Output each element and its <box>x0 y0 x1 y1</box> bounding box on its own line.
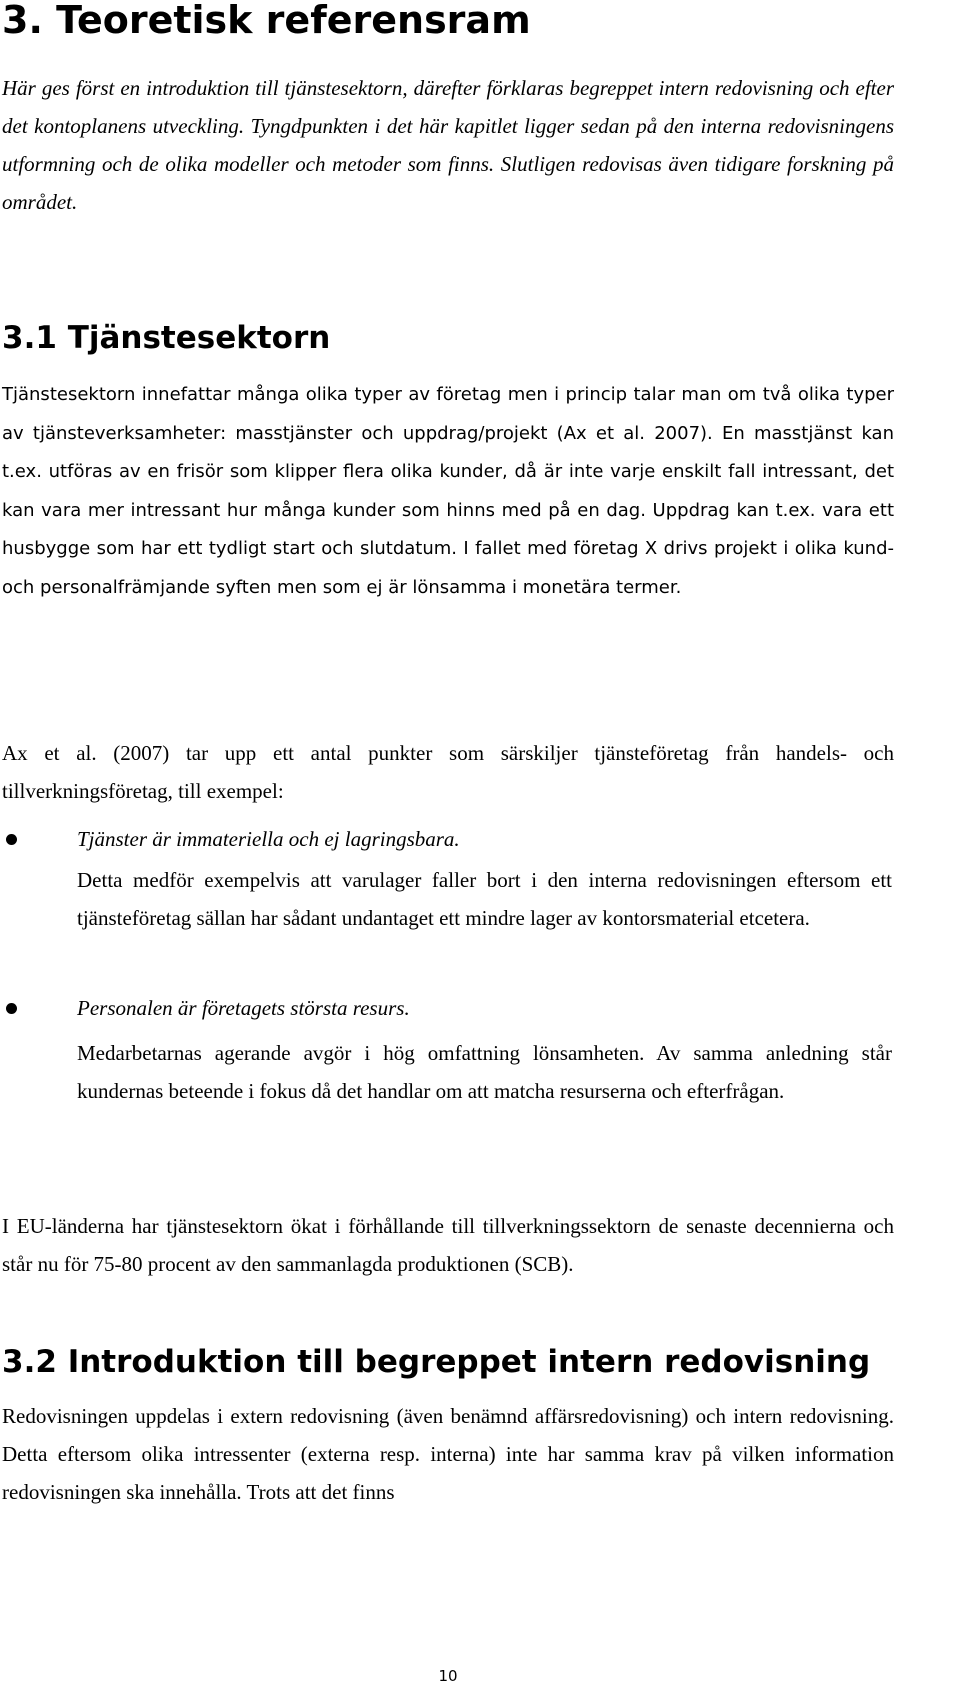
section-heading-intern-redovisning: 3.2 Introduktion till begreppet intern redovisning <box>2 1344 871 1380</box>
page-number: 10 <box>438 1667 458 1685</box>
bullet-title: Tjänster är immateriella och ej lagringsbara. <box>77 827 460 851</box>
chapter-intro: Här ges först en introduktion till tjänstesektorn, därefter förklaras begreppet intern redovisning och efter det kontoplanens utveckling. Tyngdpunkten i det här kapitlet ligger sedan på den interna redovisningens utformning och de olika modeller och metoder som finns. Slutligen redovisas även tidigare forskning på området. <box>2 76 894 214</box>
section-1-paragraph-1: Tjänstesektorn innefattar många olika typer av företag men i princip talar man om två olika typer av tjänsteverksamheter: masstjänster och uppdrag/projekt (Ax et al. 2007). En masstjänst kan t.ex. utföras av en frisör som klipper flera olika kunder, då är inte varje enskilt fall intressant, det kan vara mer intressant hur många kunder som hinns med på en dag. Uppdrag kan t.ex. vara ett husbygge som har ett tydligt start och slutdatum. I fallet med företag X drivs projekt i olika kund- och personalfrämjande syften men som ej är lönsamma i monetära termer. <box>2 384 894 598</box>
chapter-title: 3. Teoretisk referensram <box>2 0 531 42</box>
section-1-paragraph-3: I EU-länderna har tjänstesektorn ökat i förhållande till tillverkningssektorn de senaste decennierna och står nu för 75-80 procent av den sammanlagda produktionen (SCB). <box>2 1214 894 1276</box>
bullet-dot-icon <box>6 1003 17 1014</box>
section-heading-tjanstesektorn: 3.1 Tjänstesektorn <box>2 320 331 356</box>
bullet-title: Personalen är företagets största resurs. <box>77 996 410 1020</box>
bullet-body: Medarbetarnas agerande avgör i hög omfattning lönsamheten. Av samma anledning står kundernas beteende i fokus då det handlar om att matcha resurserna och efterfrågan. <box>77 1041 892 1103</box>
section-1-paragraph-2: Ax et al. (2007) tar upp ett antal punkter som särskiljer tjänsteföretag från handels- och tillverkningsföretag, till exempel: <box>2 741 894 803</box>
bullet-body: Detta medför exempelvis att varulager faller bort i den interna redovisningen eftersom ett tjänsteföretag sällan har sådant undantaget ett mindre lager av kontorsmaterial etcetera. <box>77 868 892 930</box>
bullet-dot-icon <box>6 834 17 845</box>
section-2-paragraph-1: Redovisningen uppdelas i extern redovisning (även benämnd affärsredovisning) och intern redovisning. Detta eftersom olika intressenter (externa resp. interna) inte har samma krav på vilken information redovisningen ska innehålla. Trots att det finns <box>2 1404 894 1504</box>
